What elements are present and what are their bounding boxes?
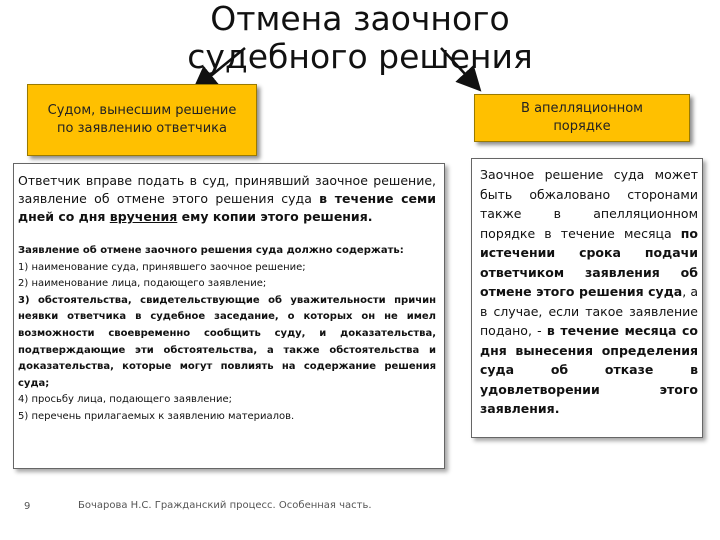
appeal-text-plain: Заочное решение суда может быть обжаловано сторонами также в апелляционном порядке в течение месяца [480, 167, 698, 241]
requirement-item: 1) наименование суда, принявшего заочное решение; [18, 261, 306, 273]
appeal-text-mid: , а в случае, если такое заявление подано, - [480, 284, 699, 338]
appeal-paragraph [480, 165, 698, 419]
deadline-paragraph [18, 172, 436, 226]
deadline-text-end: ему копии этого решения. [177, 209, 373, 224]
page-title: Отмена заочного судебного решения [187, 0, 533, 76]
arrow-left [196, 48, 245, 88]
court-path-line1: Судом, вынесшим решение [47, 103, 237, 118]
appeal-text-bold-2: в течение месяца со дня вынесения определения суда об отказе в удовлетворении этого заявления. [480, 323, 698, 416]
deadline-text-plain: Ответчик вправе подать в суд, принявший заочное решение, заявление об отмене этого решения суда [18, 173, 436, 206]
requirement-item: 2) наименование лица, подающего заявление; [18, 278, 267, 290]
appeal-path-line1: В апелляционном [521, 101, 643, 116]
appeal-path-box [474, 94, 690, 142]
arrow-right [441, 48, 478, 88]
deadline-text-underlined: вручения [109, 209, 178, 224]
deadline-text-bold: в течение семи дней со дня [18, 191, 436, 224]
source-citation: Бочарова Н.С. Гражданский процесс. Особенная часть. [78, 500, 372, 511]
requirements-list [18, 243, 436, 426]
court-path-box [27, 84, 257, 156]
appeal-path-line2: порядке [553, 119, 611, 134]
appeal-text-bold-1: по истечении срока подачи ответчиком заявления об отмене этого решения суда [480, 225, 698, 299]
slide-number: 9 [24, 501, 31, 512]
requirement-item: 5) перечень прилагаемых к заявлению материалов. [18, 410, 295, 422]
requirement-item: 4) просьбу лица, подающего заявление; [18, 394, 232, 406]
court-path-line2: по заявлению ответчика [57, 121, 227, 136]
requirement-item: 3) обстоятельства, свидетельствующие об уважительности причин неявки ответчика в судебное заседание, о которых он не имел возможности своевременно сообщить суду, и доказательства, подтверждающие эти обстоятельства, а также обстоятельства и доказательства, которые могут повлиять на содержание решения суда; [18, 294, 436, 389]
requirements-heading: Заявление об отмене заочного решения суда должно содержать: [18, 245, 404, 256]
